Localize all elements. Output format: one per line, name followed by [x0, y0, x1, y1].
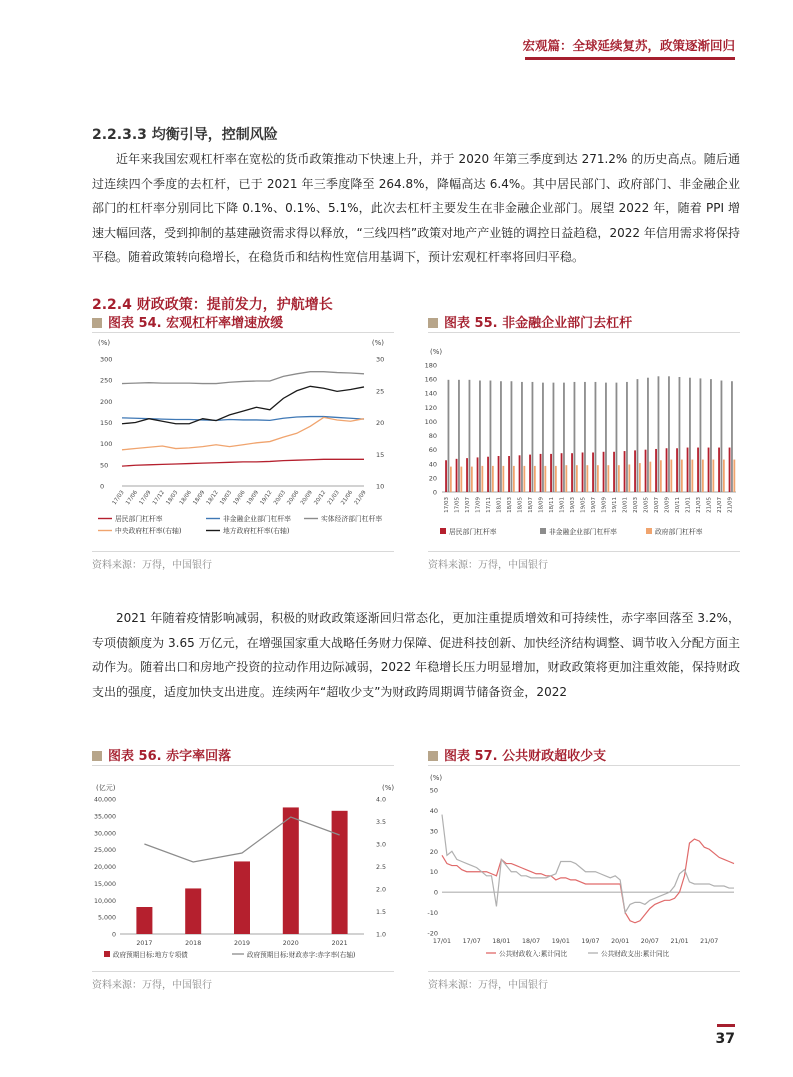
- bar-政府部门杠杆率: [723, 460, 725, 492]
- bar-居民部门杠杆率: [519, 455, 521, 492]
- bar-居民部门杠杆率: [582, 452, 584, 492]
- y-tick-label: 20: [429, 847, 438, 856]
- paragraph-2: 2021 年随着疫情影响减弱，积极的财政政策逐渐回归常态化，更加注重提质增效和可持续性，赤字率回落至 3.2%，专项债额度为 3.65 万亿元，在增强国家重大战略任务财力保障、促进科技创新、加快经济结构调整、调节收入分配方面主动作为。随着出口和房地产投资的拉动作用边际减弱，2022 年稳增长压力明显增加，财政政策将更加注重效能，保持财政支出的强度，适度加快支出进度。连续两年“超收少支”为财政跨周期调节储备资金，2022: [92, 611, 740, 699]
- y-tick-label: 25,000: [93, 847, 116, 855]
- y-tick-label: 35,000: [93, 813, 116, 821]
- bar-政府部门杠杆率: [691, 460, 693, 492]
- x-tick-label: 18/07: [522, 938, 541, 945]
- bar-非金融企业部门杠杆率: [679, 377, 681, 492]
- x-tick-label: 20/11: [675, 497, 682, 513]
- bar-居民部门杠杆率: [508, 456, 510, 492]
- legend-label: 地方政府杠杆率(右轴): [223, 527, 290, 535]
- y-tick-label: 50: [100, 461, 109, 470]
- legend-swatch: [104, 951, 110, 957]
- paragraph-1: 近年来我国宏观杠杆率在宽松的货币政策推动下快速上升，并于 2020 年第三季度到达 271.2% 的历史高点。随后通过连续四个季度的去杠杆，已于 2021 年三季度降至 264.8%，降幅高达 6.4%。其中居民部门、政府部门、非金融企业部门的杠杆率分别同比下降 0.1%、0.1%、5.1%，此次去杠杆主要发生在非金融企业部门。展望 2022 年，随着 PPI 增速大幅回落，受到抑制的基建融资需求得以释放，“三线四档”政策对地产产业链的调控日益趋稳，2022 年信用需求将保持平稳。随着政策转向稳增长，在稳货币和结构性宽信用基调下，预计宏观杠杆率将回归平稳。: [92, 152, 740, 265]
- x-tick-label: 17/01: [432, 938, 452, 945]
- bar-政府部门杠杆率: [523, 466, 525, 492]
- x-tick-label: 17/03: [444, 497, 451, 513]
- x-tick-label: 17/06: [125, 489, 140, 507]
- bar-非金融企业部门杠杆率: [658, 376, 660, 492]
- bar-居民部门杠杆率: [571, 453, 573, 492]
- x-tick-label: 2018: [185, 940, 202, 947]
- fig55-chart: [424, 334, 740, 546]
- y2-tick-label: 20: [376, 419, 385, 427]
- x-tick-label: 19/06: [232, 489, 247, 507]
- legend-label: 政府预期目标:财政赤字:赤字率(右轴): [247, 951, 356, 959]
- x-tick-label: 21/01: [685, 497, 692, 513]
- x-tick-label: 21/01: [670, 938, 689, 945]
- fig54-title: [92, 312, 283, 331]
- y-tick-label: 40: [428, 460, 437, 469]
- bar-政府部门杠杆率: [481, 466, 483, 492]
- bar-政府部门杠杆率: [492, 466, 494, 492]
- x-tick-label: 21/09: [353, 489, 368, 507]
- legend-swatch: [646, 528, 652, 534]
- y-tick-label: 300: [100, 355, 113, 364]
- bar-居民部门杠杆率: [477, 457, 479, 492]
- fig55-rule: [428, 332, 740, 333]
- x-tick-label: 19/11: [612, 497, 619, 513]
- x-tick-label: 21/07: [717, 497, 724, 513]
- bar-非金融企业部门杠杆率: [458, 380, 460, 492]
- y2-tick-label: 1.5: [376, 909, 387, 916]
- bar-非金融企业部门杠杆率: [689, 378, 691, 492]
- x-tick-label: 20/03: [633, 497, 640, 513]
- y-tick-label: 0: [432, 488, 437, 497]
- bar-非金融企业部门杠杆率: [500, 381, 502, 492]
- x-tick-label: 20/12: [313, 489, 328, 507]
- y-tick-label: 180: [424, 361, 437, 370]
- y-tick-label: 0: [100, 482, 105, 491]
- x-tick-label: 20/05: [643, 497, 650, 513]
- bar-政府部门杠杆率: [544, 466, 546, 492]
- x-tick-label: 17/07: [465, 497, 472, 513]
- bar-非金融企业部门杠杆率: [448, 380, 450, 492]
- bar-居民部门杠杆率: [687, 448, 689, 492]
- legend-label: 非金融企业部门杠杆率: [223, 515, 291, 523]
- fig57-source: 资料来源：万得，中国银行: [428, 980, 548, 991]
- legend-label: 中央政府杠杆率(右轴): [115, 527, 182, 535]
- fig57-marker: [428, 751, 438, 761]
- x-tick-label: 21/09: [727, 497, 734, 513]
- bar-居民部门杠杆率: [729, 448, 731, 492]
- bar-居民部门杠杆率: [708, 448, 710, 492]
- x-tick-label: 20/09: [299, 489, 314, 507]
- bar-政府部门杠杆率: [702, 460, 704, 492]
- y-tick-label: 40: [429, 806, 438, 815]
- x-tick-label: 2021: [331, 940, 348, 947]
- series-line-实体经济部门杠杆率: [122, 372, 364, 384]
- x-tick-label: 2019: [233, 940, 251, 947]
- bar-居民部门杠杆率: [487, 457, 489, 492]
- bar-政府部门杠杆率: [460, 467, 462, 492]
- x-tick-label: 18/05: [517, 497, 524, 513]
- y2-tick-label: 1.0: [376, 931, 387, 939]
- bar-居民部门杠杆率: [540, 454, 542, 492]
- x-tick-label: 17/05: [454, 497, 461, 513]
- bar-政府预期目标:地方专项债: [283, 807, 299, 934]
- bar-居民部门杠杆率: [666, 448, 668, 492]
- fig55-title-text: 图表 55. 非金融企业部门去杠杆: [444, 316, 633, 331]
- x-tick-label: 18/03: [507, 497, 514, 513]
- bar-政府部门杠杆率: [471, 467, 473, 492]
- y2-tick-label: 3.0: [376, 841, 387, 849]
- x-tick-label: 2017: [136, 940, 153, 947]
- x-tick-label: 20/06: [286, 489, 301, 507]
- series-line-中央政府杠杆率(右轴): [122, 417, 364, 449]
- y-tick-label: 5,000: [97, 914, 116, 922]
- fig54-chart: [92, 334, 394, 546]
- bar-非金融企业部门杠杆率: [700, 378, 702, 492]
- x-tick-label: 18/01: [492, 938, 511, 945]
- bar-居民部门杠杆率: [697, 448, 699, 492]
- x-tick-label: 21/03: [696, 497, 703, 513]
- bar-非金融企业部门杠杆率: [616, 383, 618, 492]
- fig55-marker: [428, 318, 438, 328]
- bar-政府部门杠杆率: [502, 466, 504, 492]
- bar-政府部门杠杆率: [670, 460, 672, 492]
- bar-居民部门杠杆率: [529, 455, 531, 492]
- bar-非金融企业部门杠杆率: [511, 381, 513, 492]
- fig56-title: [92, 745, 231, 764]
- x-tick-label: 19/03: [570, 497, 577, 513]
- fig56-bottom-rule: [92, 971, 394, 972]
- bar-非金融企业部门杠杆率: [668, 376, 670, 492]
- fig54-title-text: 图表 54. 宏观杠杆率增速放缓: [108, 316, 284, 331]
- bar-非金融企业部门杠杆率: [731, 381, 733, 492]
- fig57-title: [428, 745, 606, 764]
- x-tick-label: 18/07: [528, 497, 535, 513]
- series-line-公共财政收入:累计同比: [442, 839, 734, 923]
- x-tick-label: 18/01: [496, 497, 503, 513]
- y-tick-label: -10: [427, 909, 438, 918]
- bar-政府部门杠杆率: [513, 466, 515, 492]
- y-tick-label: 100: [424, 417, 437, 426]
- y-tick-label: 60: [428, 446, 437, 455]
- x-tick-label: 19/01: [559, 497, 566, 513]
- legend-label: 公共财政支出:累计同比: [601, 950, 670, 958]
- fig57-chart: [428, 770, 740, 970]
- y-axis-unit-label: (%): [430, 348, 443, 356]
- y-axis-unit-label: (%): [98, 339, 111, 347]
- x-tick-label: 19/05: [580, 497, 587, 513]
- bar-非金融企业部门杠杆率: [521, 382, 523, 492]
- bar-政府部门杠杆率: [597, 465, 599, 492]
- legend-label: 政府预期目标:地方专项债: [113, 951, 188, 959]
- series-line-居民部门杠杆率: [122, 459, 364, 466]
- y2-tick-label: 30: [376, 355, 385, 364]
- bar-非金融企业部门杠杆率: [574, 382, 576, 492]
- fig54-bottom-rule: [92, 551, 394, 552]
- fig54-marker: [92, 318, 102, 328]
- bar-居民部门杠杆率: [456, 459, 458, 492]
- bar-政府预期目标:地方专项债: [332, 811, 348, 934]
- bar-非金融企业部门杠杆率: [563, 383, 565, 492]
- bar-政府预期目标:地方专项债: [185, 888, 201, 934]
- fig54-rule: [92, 332, 394, 333]
- bar-非金融企业部门杠杆率: [647, 378, 649, 492]
- bar-居民部门杠杆率: [445, 460, 447, 492]
- x-tick-label: 19/01: [551, 938, 570, 945]
- x-tick-label: 17/11: [486, 497, 493, 513]
- x-tick-label: 17/03: [111, 489, 126, 507]
- legend-label: 政府部门杠杆率: [655, 528, 703, 536]
- x-tick-label: 21/03: [326, 489, 341, 507]
- bar-居民部门杠杆率: [718, 448, 720, 492]
- fig55-source: 资料来源：万得，中国银行: [428, 560, 548, 571]
- legend-swatch: [540, 528, 546, 534]
- y2-tick-label: 25: [376, 387, 385, 396]
- bar-居民部门杠杆率: [466, 458, 468, 492]
- x-tick-label: 2020: [282, 940, 299, 947]
- x-tick-label: 17/09: [138, 489, 153, 507]
- bar-政府部门杠杆率: [649, 462, 651, 492]
- y-tick-label: 40,000: [93, 796, 116, 804]
- fig57-rule: [428, 765, 740, 766]
- y-tick-label: 20: [428, 474, 437, 483]
- bar-政府部门杠杆率: [618, 465, 620, 492]
- bar-居民部门杠杆率: [603, 452, 605, 492]
- x-tick-label: 19/09: [601, 497, 608, 513]
- bar-非金融企业部门杠杆率: [710, 379, 712, 492]
- x-tick-label: 19/03: [219, 489, 234, 507]
- legend-label: 居民部门杠杆率: [449, 528, 497, 536]
- header-title: 宏观篇：全球延续复苏，政策逐渐回归: [522, 38, 735, 53]
- legend-swatch: [440, 528, 446, 534]
- y-tick-label: 120: [424, 403, 437, 412]
- bar-政府部门杠杆率: [660, 460, 662, 492]
- x-tick-label: 18/06: [178, 489, 193, 507]
- y-tick-label: -20: [427, 929, 438, 938]
- fig56-marker: [92, 751, 102, 761]
- section-heading: 2.2.3.3 均衡引导，控制风险: [92, 127, 278, 143]
- fig56-chart: [92, 770, 394, 970]
- y2-tick-label: 10: [376, 482, 385, 491]
- fig56-rule: [92, 765, 394, 766]
- legend-label: 实体经济部门杠杆率: [321, 515, 383, 523]
- y2-tick-label: 4.0: [376, 796, 387, 804]
- bar-政府部门杠杆率: [628, 464, 630, 492]
- x-tick-label: 17/09: [475, 497, 482, 513]
- bar-非金融企业部门杠杆率: [542, 383, 544, 492]
- y-tick-label: 160: [424, 375, 437, 384]
- y-tick-label: 100: [100, 440, 113, 449]
- subsection-heading: 2.2.4 财政政策：提前发力，护航增长: [92, 297, 333, 313]
- x-tick-label: 21/06: [340, 489, 355, 507]
- fig57-title-text: 图表 57. 公共财政超收少支: [444, 749, 607, 764]
- bar-非金融企业部门杠杆率: [637, 379, 639, 492]
- legend-label: 公共财政收入:累计同比: [499, 950, 568, 958]
- y-tick-label: 15,000: [93, 880, 116, 888]
- bar-政府部门杠杆率: [607, 465, 609, 492]
- bar-非金融企业部门杠杆率: [553, 383, 555, 492]
- x-tick-label: 17/12: [151, 489, 166, 507]
- x-tick-label: 20/01: [611, 938, 630, 945]
- y-tick-label: 10,000: [93, 897, 116, 905]
- bar-居民部门杠杆率: [592, 452, 594, 492]
- series-line-公共财政支出:累计同比: [442, 815, 734, 913]
- x-tick-label: 20/07: [640, 938, 659, 945]
- bar-政府部门杠杆率: [681, 460, 683, 492]
- y2-tick-label: 3.5: [376, 819, 387, 826]
- page-number: 37: [715, 1031, 735, 1047]
- legend-label: 居民部门杠杆率: [115, 515, 163, 523]
- y-tick-label: 140: [424, 389, 437, 398]
- y-tick-label: 30: [429, 827, 438, 836]
- fig54-source: 资料来源：万得，中国银行: [92, 560, 212, 571]
- page-number-bar: [717, 1024, 735, 1027]
- bar-政府部门杠杆率: [450, 467, 452, 492]
- y2-tick-label: 2.0: [376, 886, 387, 894]
- y2-tick-label: 15: [376, 450, 385, 459]
- x-tick-label: 19/12: [259, 489, 274, 507]
- x-tick-label: 20/09: [664, 497, 671, 513]
- x-tick-label: 19/07: [591, 497, 598, 513]
- y2-axis-unit-label: (%): [382, 784, 395, 792]
- x-tick-label: 20/03: [272, 489, 287, 507]
- x-tick-label: 17/07: [462, 938, 481, 945]
- x-tick-label: 20/01: [622, 497, 629, 513]
- fig57-bottom-rule: [428, 971, 740, 972]
- bar-非金融企业部门杠杆率: [469, 380, 471, 492]
- bar-居民部门杠杆率: [550, 454, 552, 492]
- y-tick-label: 250: [100, 376, 113, 385]
- legend-label: 非金融企业部门杠杆率: [549, 528, 617, 536]
- bar-非金融企业部门杠杆率: [479, 381, 481, 492]
- x-tick-label: 18/11: [549, 497, 556, 513]
- y-axis-unit-label: (%): [430, 774, 443, 782]
- bar-非金融企业部门杠杆率: [626, 382, 628, 492]
- x-tick-label: 19/07: [581, 938, 600, 945]
- bar-非金融企业部门杠杆率: [721, 381, 723, 492]
- y-tick-label: 50: [429, 786, 438, 795]
- bar-非金融企业部门杠杆率: [490, 381, 492, 492]
- header-rule: [525, 57, 735, 60]
- bar-非金融企业部门杠杆率: [605, 383, 607, 492]
- x-tick-label: 21/07: [700, 938, 719, 945]
- bar-非金融企业部门杠杆率: [595, 382, 597, 492]
- bar-政府部门杠杆率: [586, 465, 588, 492]
- bar-政府部门杠杆率: [712, 460, 714, 492]
- x-tick-label: 18/09: [192, 489, 207, 507]
- y-tick-label: 10: [429, 868, 438, 877]
- bar-非金融企业部门杠杆率: [584, 382, 586, 492]
- series-line-政府预期目标:财政赤字:赤字率(右轴): [144, 817, 339, 862]
- fig55-bottom-rule: [428, 551, 740, 552]
- bar-政府部门杠杆率: [565, 465, 567, 492]
- y-tick-label: 0: [111, 931, 116, 939]
- y-tick-label: 80: [428, 432, 437, 441]
- x-tick-label: 20/07: [654, 497, 661, 513]
- bar-政府部门杠杆率: [534, 466, 536, 492]
- x-tick-label: 21/05: [706, 497, 713, 513]
- x-tick-label: 18/12: [205, 489, 220, 507]
- y2-axis-unit-label: (%): [371, 339, 384, 347]
- y-tick-label: 150: [100, 419, 113, 427]
- y-tick-label: 20,000: [93, 864, 116, 871]
- y-tick-label: 30,000: [93, 830, 116, 838]
- bar-居民部门杠杆率: [613, 452, 615, 492]
- bar-政府部门杠杆率: [576, 465, 578, 492]
- bar-非金融企业部门杠杆率: [532, 382, 534, 492]
- x-tick-label: 18/09: [538, 497, 545, 513]
- bar-居民部门杠杆率: [655, 449, 657, 492]
- x-tick-label: 19/09: [246, 489, 261, 507]
- x-tick-label: 18/03: [165, 489, 180, 507]
- y-tick-label: 0: [433, 888, 438, 897]
- bar-居民部门杠杆率: [624, 451, 626, 492]
- bar-政府部门杠杆率: [639, 463, 641, 492]
- fig56-title-text: 图表 56. 赤字率回落: [108, 749, 232, 764]
- bar-居民部门杠杆率: [676, 448, 678, 492]
- bar-政府预期目标:地方专项债: [234, 861, 250, 934]
- y2-tick-label: 2.5: [376, 864, 387, 871]
- bar-政府部门杠杆率: [555, 466, 557, 492]
- bar-居民部门杠杆率: [498, 456, 500, 492]
- y-axis-unit-label: (亿元): [96, 784, 116, 792]
- bar-政府预期目标:地方专项债: [136, 907, 152, 934]
- bar-居民部门杠杆率: [634, 450, 636, 492]
- y-tick-label: 200: [100, 397, 113, 406]
- fig56-source: 资料来源：万得，中国银行: [92, 980, 212, 991]
- bar-政府部门杠杆率: [733, 460, 735, 492]
- bar-居民部门杠杆率: [561, 453, 563, 492]
- fig55-title: [428, 312, 632, 331]
- bar-居民部门杠杆率: [645, 450, 647, 492]
